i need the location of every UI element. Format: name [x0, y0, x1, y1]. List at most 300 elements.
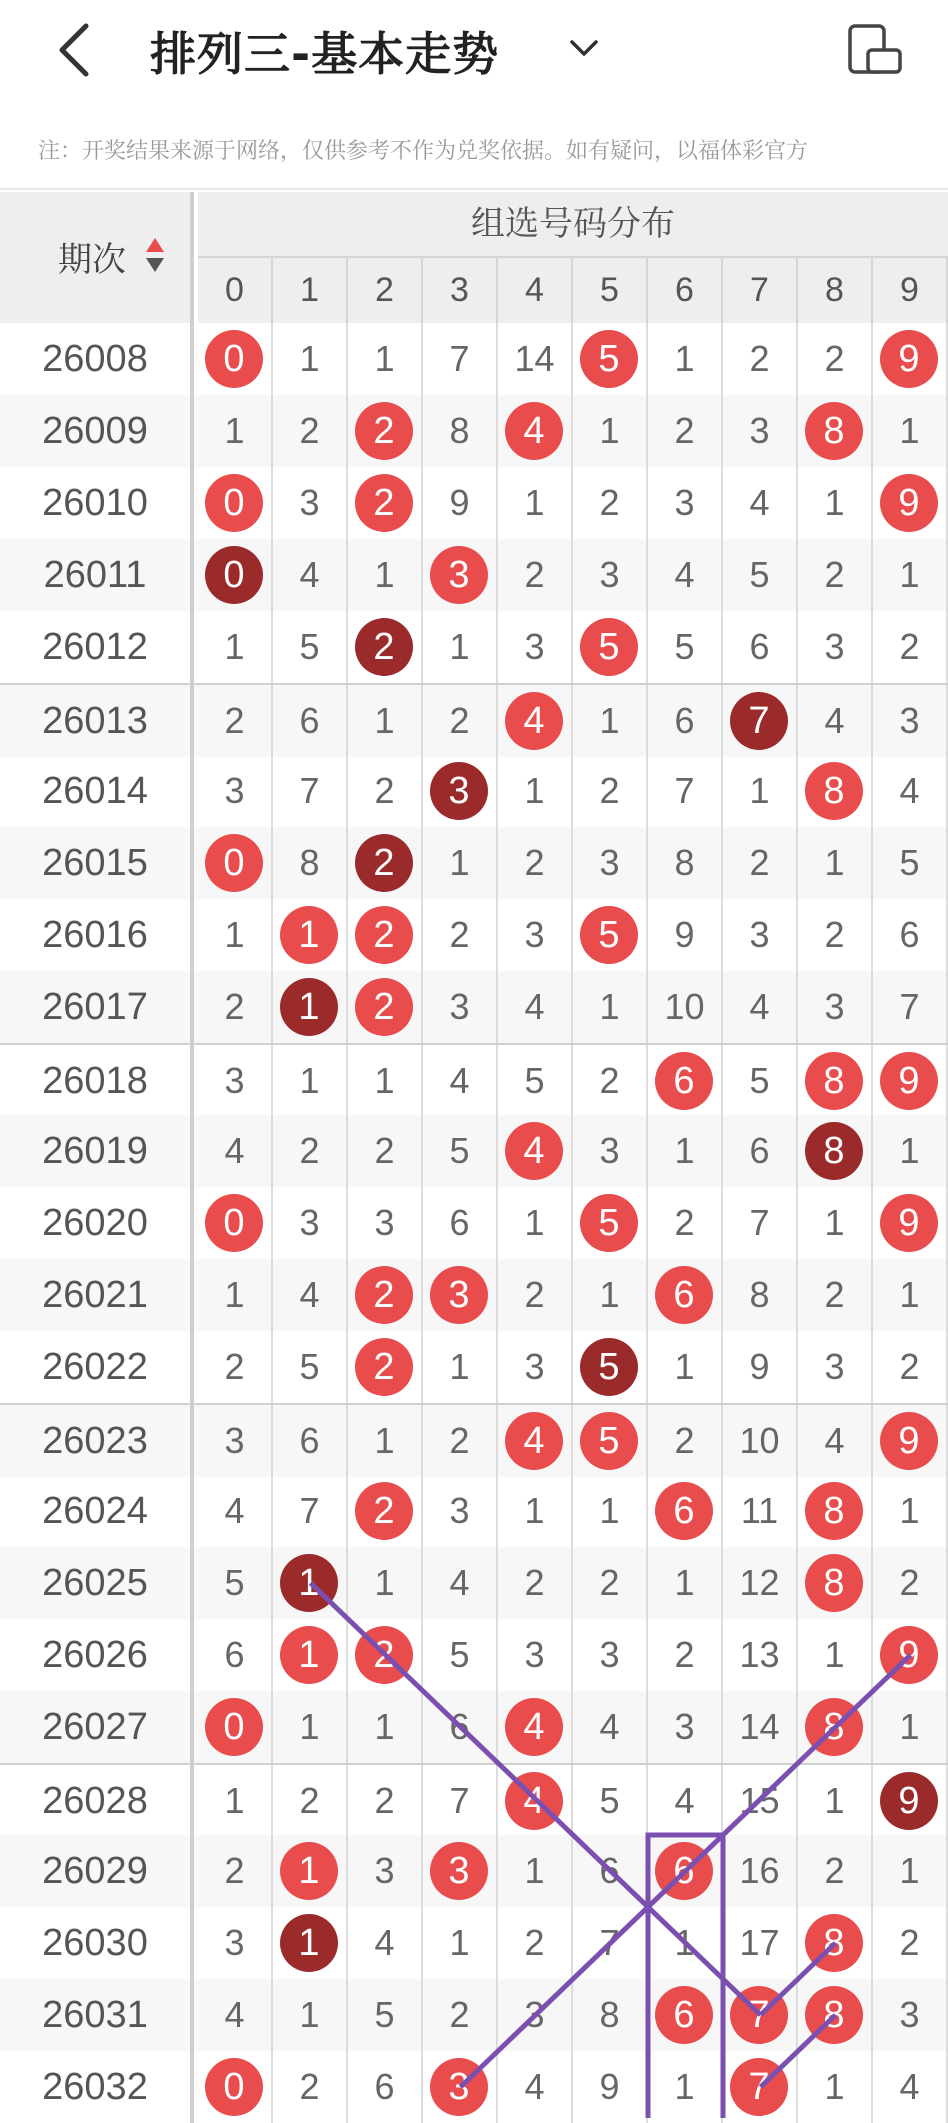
issue-number: 26019: [0, 1115, 194, 1187]
hit-ball: 4: [505, 1412, 563, 1470]
issue-number: 26008: [0, 323, 194, 395]
device-rotate-icon[interactable]: [846, 22, 904, 78]
omission-cell: 1: [498, 755, 573, 827]
repeat-ball: 0: [205, 546, 263, 604]
omission-cell: 5: [873, 827, 948, 899]
omission-cell: 10: [723, 1405, 798, 1477]
omission-cell: 2: [873, 1547, 948, 1619]
omission-cell: 1: [423, 1907, 498, 1979]
omission-cell: 3: [273, 1187, 348, 1259]
hit-ball: 2: [355, 978, 413, 1036]
omission-cell: 5: [198, 1547, 273, 1619]
table-row: [0, 1763, 948, 1837]
table-row: [0, 1835, 948, 1907]
hit-ball: 3: [430, 1842, 488, 1900]
hit-ball: 0: [205, 1698, 263, 1756]
number-cell: [573, 323, 648, 395]
hit-ball: 8: [805, 402, 863, 460]
omission-cell: 4: [423, 1045, 498, 1117]
omission-cell: 6: [573, 1835, 648, 1907]
number-cell: [198, 1691, 273, 1763]
omission-cell: 14: [723, 1691, 798, 1763]
number-cell: [873, 1619, 948, 1691]
omission-cell: 4: [798, 1405, 873, 1477]
omission-cell: 4: [273, 539, 348, 611]
table-row: [0, 827, 948, 899]
number-cell: [873, 323, 948, 395]
table-row: [0, 971, 948, 1043]
issue-column-header[interactable]: [0, 192, 194, 323]
hit-ball: 6: [655, 1842, 713, 1900]
omission-cell: 1: [348, 323, 423, 395]
number-cell: [198, 2051, 273, 2123]
omission-cell: 2: [498, 539, 573, 611]
hit-ball: 5: [580, 330, 638, 388]
omission-cell: 2: [198, 971, 273, 1043]
omission-cell: 3: [423, 1475, 498, 1547]
number-cell: [498, 395, 573, 467]
omission-cell: 5: [723, 539, 798, 611]
omission-cell: 3: [348, 1835, 423, 1907]
digit-header-7: 7: [723, 258, 798, 323]
omission-cell: 2: [648, 395, 723, 467]
digit-header-4: 4: [498, 258, 573, 323]
omission-cell: 1: [648, 1907, 723, 1979]
table-row: [0, 467, 948, 539]
omission-cell: 6: [273, 685, 348, 757]
chevron-down-icon[interactable]: [566, 30, 602, 66]
number-cell: [348, 395, 423, 467]
number-cell: [198, 1187, 273, 1259]
issue-number: 26030: [0, 1907, 194, 1979]
omission-cell: 4: [273, 1259, 348, 1331]
issue-number: 26013: [0, 685, 194, 757]
hit-ball: 8: [805, 1052, 863, 1110]
table-row: [0, 755, 948, 827]
omission-cell: 4: [348, 1907, 423, 1979]
number-cell: [723, 1979, 798, 2051]
omission-cell: 4: [198, 1115, 273, 1187]
omission-cell: 1: [873, 539, 948, 611]
omission-cell: 1: [873, 1475, 948, 1547]
issue-number: 26020: [0, 1187, 194, 1259]
omission-cell: 5: [648, 611, 723, 683]
omission-cell: 1: [873, 1115, 948, 1187]
omission-cell: 2: [573, 1045, 648, 1117]
omission-cell: 1: [873, 1835, 948, 1907]
omission-cell: 9: [573, 2051, 648, 2123]
hit-ball: 8: [805, 1554, 863, 1612]
table-row: [0, 1547, 948, 1619]
digit-header-1: 1: [273, 258, 348, 323]
omission-cell: 5: [273, 1331, 348, 1403]
omission-cell: 2: [873, 1907, 948, 1979]
hit-ball: 1: [280, 906, 338, 964]
hit-ball: 1: [280, 1842, 338, 1900]
omission-cell: 11: [723, 1475, 798, 1547]
number-cell: [198, 323, 273, 395]
hit-ball: 3: [430, 1266, 488, 1324]
omission-cell: 3: [873, 685, 948, 757]
omission-cell: 2: [198, 1835, 273, 1907]
omission-cell: 2: [423, 685, 498, 757]
table-row: [0, 539, 948, 611]
number-cell: [798, 395, 873, 467]
issue-number: 26026: [0, 1619, 194, 1691]
omission-cell: 7: [723, 1187, 798, 1259]
number-cell: [273, 1619, 348, 1691]
issue-number: 26027: [0, 1691, 194, 1763]
digit-header-0: 0: [198, 258, 273, 323]
omission-cell: 1: [648, 2051, 723, 2123]
issue-number: 26024: [0, 1475, 194, 1547]
omission-cell: 2: [798, 899, 873, 971]
omission-cell: 2: [198, 685, 273, 757]
number-cell: [423, 2051, 498, 2123]
omission-cell: 1: [423, 1331, 498, 1403]
repeat-ball: 1: [280, 1554, 338, 1612]
omission-cell: 6: [648, 685, 723, 757]
omission-cell: 3: [273, 467, 348, 539]
omission-cell: 7: [273, 755, 348, 827]
number-cell: [498, 1115, 573, 1187]
number-cell: [348, 1619, 423, 1691]
omission-cell: 3: [498, 611, 573, 683]
omission-cell: 7: [423, 323, 498, 395]
number-cell: [573, 899, 648, 971]
omission-cell: 1: [798, 467, 873, 539]
omission-cell: 2: [573, 1547, 648, 1619]
omission-cell: 2: [498, 1907, 573, 1979]
table-row: [0, 611, 948, 683]
hit-ball: 2: [355, 402, 413, 460]
omission-cell: 2: [198, 1331, 273, 1403]
number-cell: [798, 1045, 873, 1117]
issue-number: 26028: [0, 1765, 194, 1837]
table-row: [0, 1691, 948, 1763]
hit-ball: 9: [880, 1626, 938, 1684]
number-cell: [498, 1691, 573, 1763]
hit-ball: 4: [505, 1772, 563, 1830]
omission-cell: 3: [873, 1979, 948, 2051]
omission-cell: 4: [648, 539, 723, 611]
omission-cell: 5: [348, 1979, 423, 2051]
number-cell: [498, 685, 573, 757]
omission-cell: 8: [423, 395, 498, 467]
omission-cell: 3: [798, 611, 873, 683]
omission-cell: 2: [723, 827, 798, 899]
repeat-ball: 1: [280, 1914, 338, 1972]
number-cell: [273, 899, 348, 971]
omission-cell: 2: [273, 1115, 348, 1187]
issue-number: 26010: [0, 467, 194, 539]
omission-cell: 3: [348, 1187, 423, 1259]
issue-number: 26009: [0, 395, 194, 467]
omission-cell: 1: [273, 1979, 348, 2051]
omission-cell: 1: [798, 1619, 873, 1691]
issue-number: 26022: [0, 1331, 194, 1403]
number-cell: [573, 611, 648, 683]
omission-cell: 1: [423, 827, 498, 899]
omission-cell: 2: [348, 1765, 423, 1837]
issue-number: 26031: [0, 1979, 194, 2051]
omission-cell: 3: [798, 1331, 873, 1403]
omission-cell: 2: [648, 1187, 723, 1259]
omission-cell: 4: [723, 467, 798, 539]
omission-cell: 1: [873, 1259, 948, 1331]
hit-ball: 5: [580, 906, 638, 964]
omission-cell: 4: [198, 1475, 273, 1547]
omission-cell: 15: [723, 1765, 798, 1837]
omission-cell: 7: [423, 1765, 498, 1837]
omission-cell: 1: [348, 685, 423, 757]
omission-cell: 1: [423, 611, 498, 683]
chevron-left-icon[interactable]: [50, 22, 100, 78]
omission-cell: 2: [423, 1979, 498, 2051]
omission-cell: 3: [573, 827, 648, 899]
top-bar: [0, 0, 948, 100]
omission-cell: 1: [573, 971, 648, 1043]
omission-cell: 3: [423, 971, 498, 1043]
hit-ball: 7: [730, 2058, 788, 2116]
omission-cell: 9: [423, 467, 498, 539]
table-row: [0, 683, 948, 757]
hit-ball: 6: [655, 1266, 713, 1324]
issue-number: 26032: [0, 2051, 194, 2123]
issue-number: 26025: [0, 1547, 194, 1619]
digit-header-9: 9: [873, 258, 948, 323]
number-cell: [648, 1259, 723, 1331]
table-row: [0, 1907, 948, 1979]
hit-ball: 7: [730, 1986, 788, 2044]
hit-ball: 2: [355, 1338, 413, 1396]
number-cell: [573, 1405, 648, 1477]
repeat-ball: 3: [430, 762, 488, 820]
issue-number: 26014: [0, 755, 194, 827]
omission-cell: 2: [498, 1547, 573, 1619]
number-cell: [873, 467, 948, 539]
omission-cell: 2: [873, 611, 948, 683]
hit-ball: 1: [280, 1626, 338, 1684]
omission-cell: 2: [273, 395, 348, 467]
hit-ball: 0: [205, 2058, 263, 2116]
issue-number: 26015: [0, 827, 194, 899]
repeat-ball: 1: [280, 978, 338, 1036]
number-cell: [348, 1259, 423, 1331]
hit-ball: 9: [880, 1412, 938, 1470]
table-row: [0, 1979, 948, 2051]
omission-cell: 2: [498, 1259, 573, 1331]
omission-cell: 5: [498, 1045, 573, 1117]
omission-cell: 3: [798, 971, 873, 1043]
omission-cell: 8: [273, 827, 348, 899]
issue-header-label: 期次: [58, 240, 126, 280]
omission-cell: 3: [648, 1691, 723, 1763]
number-cell: [423, 755, 498, 827]
page-title: 排列三-基本走势: [150, 27, 500, 81]
omission-cell: 2: [573, 755, 648, 827]
omission-cell: 3: [573, 1115, 648, 1187]
omission-cell: 1: [348, 1405, 423, 1477]
omission-cell: 6: [348, 2051, 423, 2123]
issue-number: 26021: [0, 1259, 194, 1331]
omission-cell: 4: [423, 1547, 498, 1619]
hit-ball: 2: [355, 1482, 413, 1540]
number-cell: [348, 971, 423, 1043]
hit-ball: 0: [205, 1194, 263, 1252]
sort-icon[interactable]: [144, 236, 166, 276]
omission-cell: 4: [723, 971, 798, 1043]
omission-cell: 6: [273, 1405, 348, 1477]
omission-cell: 2: [423, 1405, 498, 1477]
omission-cell: 6: [723, 1115, 798, 1187]
hit-ball: 2: [355, 1266, 413, 1324]
omission-cell: 4: [873, 755, 948, 827]
digit-header-row: [198, 258, 948, 323]
omission-cell: 2: [573, 467, 648, 539]
omission-cell: 1: [273, 323, 348, 395]
omission-cell: 1: [198, 899, 273, 971]
number-cell: [348, 467, 423, 539]
hit-ball: 0: [205, 834, 263, 892]
table-row: [0, 1475, 948, 1547]
number-cell: [423, 1835, 498, 1907]
disclaimer-notice: 注：开奖结果来源于网络，仅供参考不作为兑奖依据。如有疑问，以福体彩官方: [38, 138, 809, 163]
hit-ball: 5: [580, 618, 638, 676]
omission-cell: 3: [648, 467, 723, 539]
number-cell: [873, 1187, 948, 1259]
table-row: [0, 323, 948, 395]
number-cell: [573, 1187, 648, 1259]
issue-number: 26029: [0, 1835, 194, 1907]
digit-header-2: 2: [348, 258, 423, 323]
number-cell: [648, 1835, 723, 1907]
omission-cell: 8: [648, 827, 723, 899]
omission-cell: 8: [723, 1259, 798, 1331]
omission-cell: 2: [798, 539, 873, 611]
table-row: [0, 1187, 948, 1259]
number-cell: [198, 539, 273, 611]
number-cell: [798, 1691, 873, 1763]
omission-cell: 9: [723, 1331, 798, 1403]
omission-cell: 2: [273, 2051, 348, 2123]
omission-cell: 1: [573, 1475, 648, 1547]
repeat-ball: 9: [880, 1772, 938, 1830]
omission-cell: 13: [723, 1619, 798, 1691]
hit-ball: 4: [505, 692, 563, 750]
omission-cell: 1: [198, 1765, 273, 1837]
hit-ball: 9: [880, 1052, 938, 1110]
table-row: [0, 2051, 948, 2123]
hit-ball: 0: [205, 474, 263, 532]
repeat-ball: 2: [355, 834, 413, 892]
omission-cell: 2: [798, 1259, 873, 1331]
omission-cell: 1: [648, 1115, 723, 1187]
omission-cell: 1: [648, 1547, 723, 1619]
number-cell: [873, 1765, 948, 1837]
hit-ball: 9: [880, 1194, 938, 1252]
omission-cell: 1: [798, 1765, 873, 1837]
omission-cell: 5: [573, 1765, 648, 1837]
omission-cell: 2: [348, 755, 423, 827]
repeat-ball: 7: [730, 692, 788, 750]
hit-ball: 3: [430, 2058, 488, 2116]
omission-cell: 3: [198, 1045, 273, 1117]
omission-cell: 2: [498, 827, 573, 899]
omission-cell: 1: [798, 2051, 873, 2123]
number-cell: [198, 827, 273, 899]
number-cell: [498, 1405, 573, 1477]
omission-cell: 1: [573, 395, 648, 467]
number-cell: [798, 1979, 873, 2051]
divider: [0, 188, 948, 190]
omission-cell: 1: [198, 611, 273, 683]
omission-cell: 1: [873, 1691, 948, 1763]
omission-cell: 1: [348, 539, 423, 611]
omission-cell: 5: [723, 1045, 798, 1117]
group-distribution-header: 组选号码分布: [198, 192, 948, 258]
number-cell: [498, 1765, 573, 1837]
table-row: [0, 1331, 948, 1403]
omission-cell: 3: [198, 1907, 273, 1979]
issue-number: 26012: [0, 611, 194, 683]
omission-cell: 1: [798, 1187, 873, 1259]
omission-cell: 1: [498, 1187, 573, 1259]
table-row: [0, 899, 948, 971]
omission-cell: 3: [573, 1619, 648, 1691]
omission-cell: 6: [423, 1187, 498, 1259]
table-row: [0, 1115, 948, 1187]
number-cell: [273, 971, 348, 1043]
hit-ball: 8: [805, 1986, 863, 2044]
repeat-ball: 5: [580, 1338, 638, 1396]
number-cell: [648, 1475, 723, 1547]
hit-ball: 4: [505, 402, 563, 460]
hit-ball: 4: [505, 1698, 563, 1756]
table-row: [0, 1619, 948, 1691]
omission-cell: 3: [198, 1405, 273, 1477]
number-cell: [648, 1045, 723, 1117]
omission-cell: 3: [723, 395, 798, 467]
omission-cell: 6: [873, 899, 948, 971]
number-cell: [723, 2051, 798, 2123]
omission-cell: 2: [648, 1405, 723, 1477]
omission-cell: 1: [573, 1259, 648, 1331]
hit-ball: 5: [580, 1194, 638, 1252]
issue-number: 26016: [0, 899, 194, 971]
omission-cell: 2: [273, 1765, 348, 1837]
number-cell: [348, 1475, 423, 1547]
omission-cell: 4: [573, 1691, 648, 1763]
omission-cell: 1: [498, 1835, 573, 1907]
hit-ball: 5: [580, 1412, 638, 1470]
number-cell: [198, 467, 273, 539]
omission-cell: 14: [498, 323, 573, 395]
number-cell: [423, 1259, 498, 1331]
number-cell: [798, 1115, 873, 1187]
omission-cell: 2: [798, 1835, 873, 1907]
hit-ball: 8: [805, 1914, 863, 1972]
hit-ball: 6: [655, 1482, 713, 1540]
omission-cell: 2: [873, 1331, 948, 1403]
omission-cell: 1: [648, 323, 723, 395]
issue-number: 26018: [0, 1045, 194, 1117]
omission-cell: 3: [198, 755, 273, 827]
number-cell: [798, 755, 873, 827]
omission-cell: 6: [198, 1619, 273, 1691]
digit-header-6: 6: [648, 258, 723, 323]
repeat-ball: 8: [805, 1122, 863, 1180]
